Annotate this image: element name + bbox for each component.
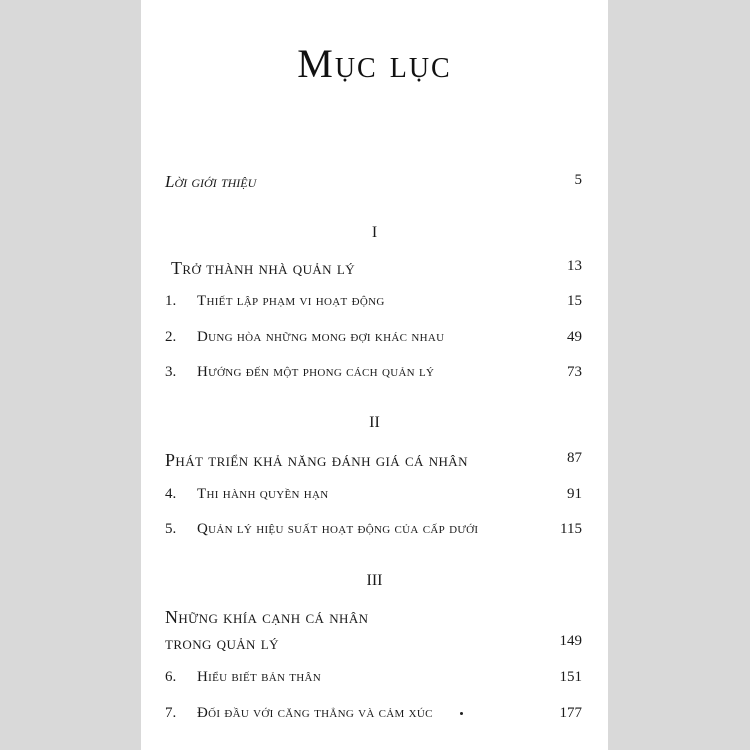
toc-page-number: 15	[567, 293, 582, 309]
chapter-title: Đối đầu với căng thẳng và cảm xúc	[197, 705, 433, 721]
chapter-title: Hiểu biết bản thân	[197, 669, 322, 685]
ink-speck	[460, 712, 463, 715]
toc-part-title: Những khía cạnh cá nhân	[165, 607, 369, 627]
chapter-number: 2.	[165, 329, 177, 345]
chapter-number: 1.	[165, 293, 177, 309]
chapter-number: 4.	[165, 486, 177, 502]
toc-page-number: 149	[559, 633, 582, 649]
toc-chapter	[141, 364, 608, 388]
toc-page-number: 73	[567, 364, 582, 380]
toc-page-number: 151	[559, 669, 582, 685]
chapter-title: Hướng đến một phong cách quản lý	[197, 364, 435, 380]
toc-page-number: 5	[574, 172, 582, 188]
toc-page-number: 13	[567, 258, 582, 274]
chapter-title: Thiết lập phạm vi hoạt động	[197, 293, 385, 309]
toc-page-number: 87	[567, 450, 582, 466]
page-title: Mục lục	[297, 41, 452, 86]
book-page	[141, 0, 608, 750]
toc-entry-label: Lời giới thiệu	[165, 172, 257, 191]
toc-part-heading	[141, 258, 608, 282]
chapter-number: 5.	[165, 521, 177, 537]
chapter-number: 3.	[165, 364, 177, 380]
toc-entry-intro	[141, 172, 608, 196]
chapter-title: Thi hành quyền hạn	[197, 486, 329, 502]
chapter-number: 6.	[165, 669, 177, 685]
toc-page-number: 177	[559, 705, 582, 721]
toc-chapter	[141, 521, 608, 545]
toc-part-title: Phát triển khả năng đánh giá cá nhân	[165, 450, 468, 470]
toc-part-title: Trở thành nhà quản lý	[171, 258, 355, 278]
toc-part-heading-line-2	[141, 633, 608, 657]
toc-page-number: 115	[560, 521, 582, 537]
toc-chapter	[141, 293, 608, 317]
part-numeral: II	[369, 414, 380, 431]
toc-chapter	[141, 486, 608, 510]
toc-part-heading	[141, 450, 608, 474]
toc-chapter	[141, 705, 608, 729]
part-numeral: I	[371, 224, 378, 241]
chapter-title: Quản lý hiệu suất hoạt động của cấp dưới	[197, 521, 479, 537]
part-numeral: III	[366, 572, 383, 589]
toc-part-title-continued: trong quản lý	[165, 633, 279, 653]
toc-chapter	[141, 329, 608, 353]
toc-page-number: 49	[567, 329, 582, 345]
toc-part-heading-line-1	[141, 607, 608, 631]
chapter-number: 7.	[165, 705, 177, 721]
chapter-title: Dung hòa những mong đợi khác nhau	[197, 329, 445, 345]
toc-chapter	[141, 669, 608, 693]
toc-page-number: 91	[567, 486, 582, 502]
